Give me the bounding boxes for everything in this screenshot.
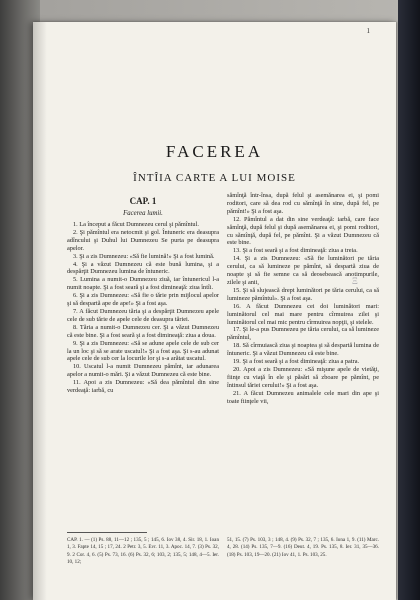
left-text-column — [67, 192, 219, 395]
footnote-rule — [67, 532, 147, 533]
verse: sămînţă într-însa, după felul şi asemănarea ei, şi pomi roditori, care să dea rod cu sămînţă în sine, după fel, pe pămînt!» Şi a fost aşa. — [227, 192, 379, 215]
verse: 16. A făcut Dumnezeu cei doi luminători mari: luminătorul cel mai mare pentru cîrmuirea zilei şi luminătorul cel mai mic pentru cîrmuirea nopţii, şi stelele. — [227, 302, 379, 326]
cross-references-left: CAP. 1. — (1) Ps. 88, 11—12 ; 135, 5 ; 145, 6. Iov 38, 4. Sir. 18, 1. Ioan 1, 3. Fapte 14, 15 ; 17, 24. 2 Petr. 3, 5. Evr. 11, 3. Apoc. 14, 7. (3) Ps. 32, 9. 2 Cor. 4, 6. (5) Ps. 73, 16. (6) Ps. 32, 6; 103, 2; 135, 5; 148, 4—5. Ier. 10, 12; — [67, 537, 219, 565]
book-page — [33, 22, 396, 600]
verse: 19. Şi a fost seară şi a fost dimineaţă: ziua a patra. — [233, 358, 360, 366]
book-cover-edge — [398, 0, 420, 600]
cross-references-right: 51, 15. (7) Ps. 103, 3 ; 148, 4. (9) Ps. 32, 7 ; 135, 6. Iona 1, 9. (11) Marc. 4, 28. (14) Ps. 135, 7—9. (16) Deut. 4, 19. Ps. 135, 8. Ier. 31, 35—36. (18) Ps. 103, 19—20. (21) Iov 41, 1. Ps. 103, 25. — [227, 537, 379, 558]
verse: 12. Pămîntul a dat din sine verdeaţă: iarbă, care face sămînţă, după felul şi după asemănarea ei, şi pomi roditori, cu sămînţă, după fel, pe pămînt. Şi a văzut Dumnezeu că este bine. — [227, 215, 379, 247]
verse: 15. Şi să slujească drept luminători pe tăria cerului, ca să lumineze pămîntul». Şi a fost aşa. — [227, 286, 379, 302]
pencil-marginalia: Ξ — [352, 276, 358, 286]
book-title: FACEREA — [165, 142, 264, 161]
book-subtitle: ÎNTÎIA CARTE A LUI MOISE — [133, 172, 296, 184]
gutter-shade — [33, 22, 47, 600]
section-heading: Facerea lumii. — [123, 210, 163, 217]
verse: 1. La început a făcut Dumnezeu cerul şi pămîntul. — [73, 221, 199, 228]
verse: 20. Apoi a zis Dumnezeu: «Să mişune apele de vietăţi, fiinţe cu viaţă în ele şi păsări să zboare pe pămînt, pe întinsul tăriei cerului!» Şi a fost aşa. — [227, 365, 379, 389]
verse: 14. Şi a zis Dumnezeu: «Să fie luminători pe tăria cerului, ca să lumineze pe pămînt, să despartă ziua de noapte şi să fie semne ca să deosebească anotimpurile, zilele şi anii, — [227, 255, 379, 286]
verse: 2. Şi pămîntul era netocmit şi gol. Întuneric era deasupra adîncului şi Duhul lui Dumnezeu Se purta pe deasupra apelor. — [67, 228, 219, 252]
verse: 10. Uscatul l-a numit Dumnezeu pămînt, iar adunarea apelor a numit-o mări. Şi a văzut Dumnezeu că este bine. — [67, 363, 219, 379]
verse: 21. A făcut Dumnezeu animalele cele mari din ape şi toate fiinţele vii, — [227, 389, 379, 405]
verse: 4. Şi a văzut Dumnezeu că este bună lumina, şi a despărţit Dumnezeu lumina de întuneric. — [67, 260, 219, 276]
chapter-heading: CAP. 1 — [129, 196, 157, 206]
verse: 7. A făcut Dumnezeu tăria şi a despărţit Dumnezeu apele cele de sub tărie de apele cele de deasupra tăriei. — [67, 307, 219, 323]
verse: 5. Lumina a numit-o Dumnezeu ziuă, iar întunericul l-a numit noapte. Şi a fost seară şi a fost dimineaţă: ziua întîi. — [67, 276, 219, 292]
verse: 9. Şi a zis Dumnezeu: «Să se adune apele cele de sub cer la un loc şi să se arate uscatul!» Şi a fost aşa. Şi s-au adunat apele cele de sub cer la locurile lor şi s-a arătat uscatul. — [67, 339, 219, 363]
verse: 13. Şi a fost seară şi a fost dimineaţă: ziua a treia. — [233, 247, 358, 255]
verse: 11. Apoi a zis Dumnezeu: «Să dea pămîntul din sine verdeaţă: iarbă, cu — [67, 379, 219, 395]
page-number: 1 — [366, 27, 370, 35]
verse: 18. Să cîrmuiască ziua şi noaptea şi să despartă lumina de întuneric. Şi a văzut Dumnezeu că este bine. — [227, 342, 379, 358]
right-text-column — [227, 192, 379, 405]
verse: 6. Şi a zis Dumnezeu: «Să fie o tărie prin mijlocul apelor şi să despartă ape de ape!» Şi a fost aşa. — [67, 292, 219, 308]
verse: 3. Şi a zis Dumnezeu: «Să fie lumină!» Şi a fost lumină. — [73, 252, 215, 260]
verse: 8. Tăria a numit-o Dumnezeu cer. Şi a văzut Dumnezeu că este bine. Şi a fost seară şi a fost dimineaţă: ziua a doua. — [67, 323, 219, 339]
verse: 17. Şi le-a pus Dumnezeu pe tăria cerului, ca să lumineze pămîntul, — [227, 326, 379, 342]
